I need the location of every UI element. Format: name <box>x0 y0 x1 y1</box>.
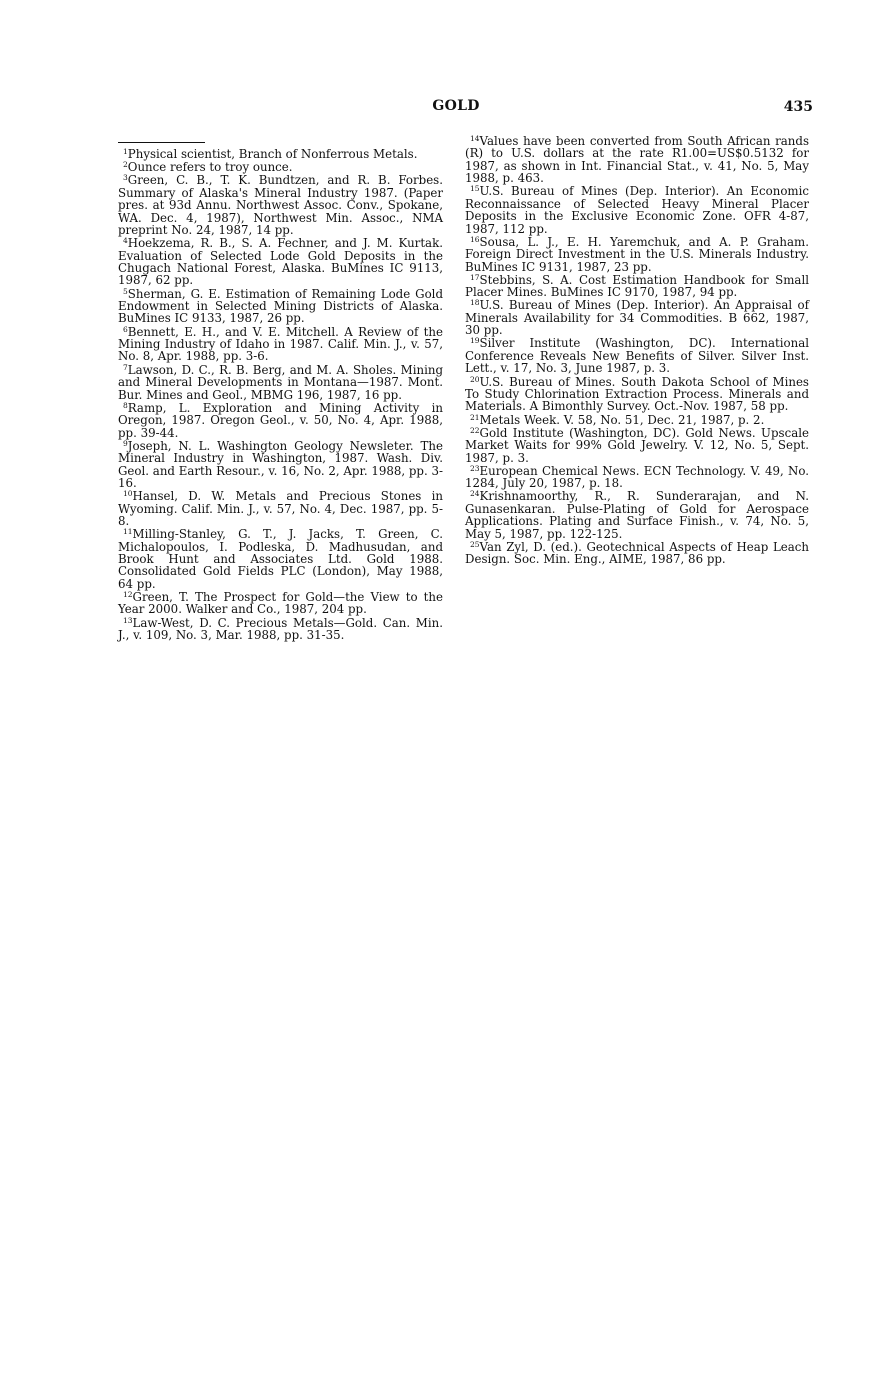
footnote <box>118 326 443 363</box>
footnote <box>465 427 809 464</box>
footnote-number: 21 <box>470 412 480 422</box>
footnote-text: U.S. Bureau of Mines. South Dakota School of Mines To Study Chlorination Extraction Process. Minerals and Materials. A Bimonthly Survey. Oct.-Nov. 1987, 58 pp. <box>465 374 809 414</box>
footnote-number: 1 <box>123 147 128 156</box>
footnote <box>118 148 443 160</box>
footnote-text: Milling-Stanley, G. T., J. Jacks, T. Green, C. Michalopoulos, I. Podleska, D. Madhusudan, and Brook Hunt and Associates Ltd. Gold 1988. Consolidated Gold Fields PLC (London), May 1988, 64 pp. <box>118 527 443 591</box>
footnote-text: Hoekzema, R. B., S. A. Fechner, and J. M. Kurtak. Evaluation of Selected Lode Gold Deposits in the Chugach National Forest, Alaska. BuMines IC 9113, 1987, 62 pp. <box>118 236 443 288</box>
footnote-text: Physical scientist, Branch of Nonferrous Metals. <box>127 147 418 161</box>
footnote-text: Sousa, L. J., E. H. Yaremchuk, and A. P. Graham. Foreign Direct Investment in the U.S. Minerals Industry. BuMines IC 9131, 1987, 23 pp. <box>465 234 809 274</box>
footnote-number: 11 <box>123 527 133 537</box>
footnote <box>118 161 443 173</box>
footnote-number: 8 <box>123 400 128 410</box>
footnote-number: 24 <box>470 489 480 499</box>
footnote-number: 22 <box>470 425 480 435</box>
footnote-number: 5 <box>123 286 128 296</box>
footnote-text: Bennett, E. H., and V. E. Mitchell. A Review of the Mining Industry of Idaho in 1987. Calif. Min. J., v. 57, No. 8, Apr. 1988, pp. 3-6. <box>118 324 443 364</box>
footnote <box>465 135 809 185</box>
footnote <box>118 528 443 590</box>
footnote <box>465 337 809 374</box>
footnote-number: 15 <box>470 184 480 194</box>
footnote-text: Stebbins, S. A. Cost Estimation Handbook for Small Placer Mines. BuMines IC 9170, 1987, 94 pp. <box>465 272 809 300</box>
footnote-number: 25 <box>470 539 480 549</box>
footnote <box>465 414 809 426</box>
footnote-text: Krishnamoorthy, R., R. Sunderarajan, and N. Gunasenkaran. Pulse-Plating of Gold for Aerospace Applications. Plating and Surface Finish., v. 74, No. 5, May 5, 1987, pp. 122-125. <box>465 489 809 541</box>
footnote <box>118 288 443 325</box>
footnote <box>118 617 443 642</box>
footnote-text: Hansel, D. W. Metals and Precious Stones in Wyoming. Calif. Min. J., v. 57, No. 4, Dec. 1987, pp. 5-8. <box>118 489 443 528</box>
footnote-number: 18 <box>470 298 480 308</box>
footnote <box>465 541 809 566</box>
footnote-text: U.S. Bureau of Mines (Dep. Interior). An Economic Reconnaissance of Selected Heavy Mineral Placer Deposits in the Exclusive Economic Zone. OFR 4-87, 1987, 112 pp. <box>465 184 809 236</box>
footnote-text: Sherman, G. E. Estimation of Remaining Lode Gold Endowment in Selected Mining Districts of Alaska. BuMines IC 9133, 1987, 26 pp. <box>118 286 443 326</box>
footnote-text: Green, C. B., T. K. Bundtzen, and R. B. Forbes. Summary of Alaska's Mineral Industry 1987. (Paper pres. at 93d Annu. Northwest Assoc. Conv., Spokane, WA. Dec. 4, 1987), Northwest Min. Assoc., NMA preprint No. 24, 1987, 14 pp. <box>118 173 443 238</box>
footnote <box>465 376 809 413</box>
footnote <box>118 591 443 616</box>
page-header <box>0 98 879 118</box>
footnote-number: 17 <box>470 272 480 282</box>
footnote <box>465 236 809 273</box>
footnote <box>465 299 809 336</box>
footnote-number: 6 <box>123 324 128 334</box>
footnote <box>465 490 809 540</box>
footnote-number: 16 <box>470 234 480 244</box>
footnote-number: 9 <box>123 438 128 448</box>
footnote-number: 7 <box>123 362 128 372</box>
footnote-number: 2 <box>123 160 128 170</box>
page-title: GOLD <box>432 98 480 114</box>
footnote <box>465 465 809 490</box>
footnote-text: Silver Institute (Washington, DC). International Conference Reveals New Benefits of Silver. Silver Inst. Lett., v. 17, No. 3, June 1987, p. 3. <box>465 336 809 376</box>
footnote <box>118 364 443 401</box>
footnote-text: Van Zyl, D. (ed.). Geotechnical Aspects of Heap Leach Design. Soc. Min. Eng., AIME, 1987, 86 pp. <box>465 539 809 567</box>
footnote-number: 3 <box>123 173 128 183</box>
footnote-number: 13 <box>123 615 133 625</box>
footnote-number: 14 <box>470 134 480 143</box>
footnote <box>465 274 809 299</box>
footnote-number: 4 <box>123 236 128 246</box>
footnote <box>118 402 443 439</box>
footnote-text: U.S. Bureau of Mines (Dep. Interior). An Appraisal of Minerals Availability for 34 Commodities. B 662, 1987, 30 pp. <box>465 298 809 338</box>
footnote-number: 23 <box>470 463 480 473</box>
footnote-text: Joseph, N. L. Washington Geology Newsleter. The Mineral Industry in Washington, 1987. Wash. Div. Geol. and Earth Resour., v. 16, No. 2, Apr. 1988, pp. 3-16. <box>118 438 443 490</box>
footnotes-right-column <box>465 135 809 566</box>
footnote-number: 20 <box>470 374 480 384</box>
footnote-text: Ramp, L. Exploration and Mining Activity in Oregon, 1987. Oregon Geol., v. 50, No. 4, Apr. 1988, pp. 39-44. <box>118 400 443 440</box>
footnote-text: Lawson, D. C., R. B. Berg, and M. A. Sholes. Mining and Mineral Developments in Montana—1987. Mont. Bur. Mines and Geol., MBMG 196, 1987, 16 pp. <box>118 362 443 402</box>
footnote-number: 12 <box>123 589 133 599</box>
footnote-text: Ounce refers to troy ounce. <box>127 160 293 175</box>
footnote <box>465 185 809 235</box>
footnote-number: 19 <box>470 336 480 346</box>
footnote-text: Values have been converted from South African rands (R) to U.S. dollars at the rate R1.00=US$0.5132 for 1987, as shown in Int. Financial Stat., v. 41, No. 5, May 1988, p. 463. <box>465 134 809 186</box>
footnote-number: 10 <box>123 489 133 499</box>
page-number: 435 <box>783 99 813 115</box>
footnote <box>118 440 443 490</box>
footnote-text: European Chemical News. ECN Technology. V. 49, No. 1284, July 20, 1987, p. 18. <box>465 463 809 491</box>
footnote <box>118 490 443 527</box>
footnote <box>118 174 443 236</box>
footnote-text: Law-West, D. C. Precious Metals—Gold. Can. Min. J., v. 109, No. 3, Mar. 1988, pp. 31-35. <box>118 615 443 642</box>
footnotes-left-column <box>118 148 443 642</box>
footnote-text: Metals Week. V. 58, No. 51, Dec. 21, 1987, p. 2. <box>479 412 765 427</box>
footnote <box>118 237 443 287</box>
footnote-text: Gold Institute (Washington, DC). Gold News. Upscale Market Waits for 99% Gold Jewelry. V. 12, No. 5, Sept. 1987, p. 3. <box>465 425 809 465</box>
footnote-text: Green, T. The Prospect for Gold—the View to the Year 2000. Walker and Co., 1987, 204 pp. <box>118 589 443 617</box>
footnote-rule <box>118 142 205 143</box>
